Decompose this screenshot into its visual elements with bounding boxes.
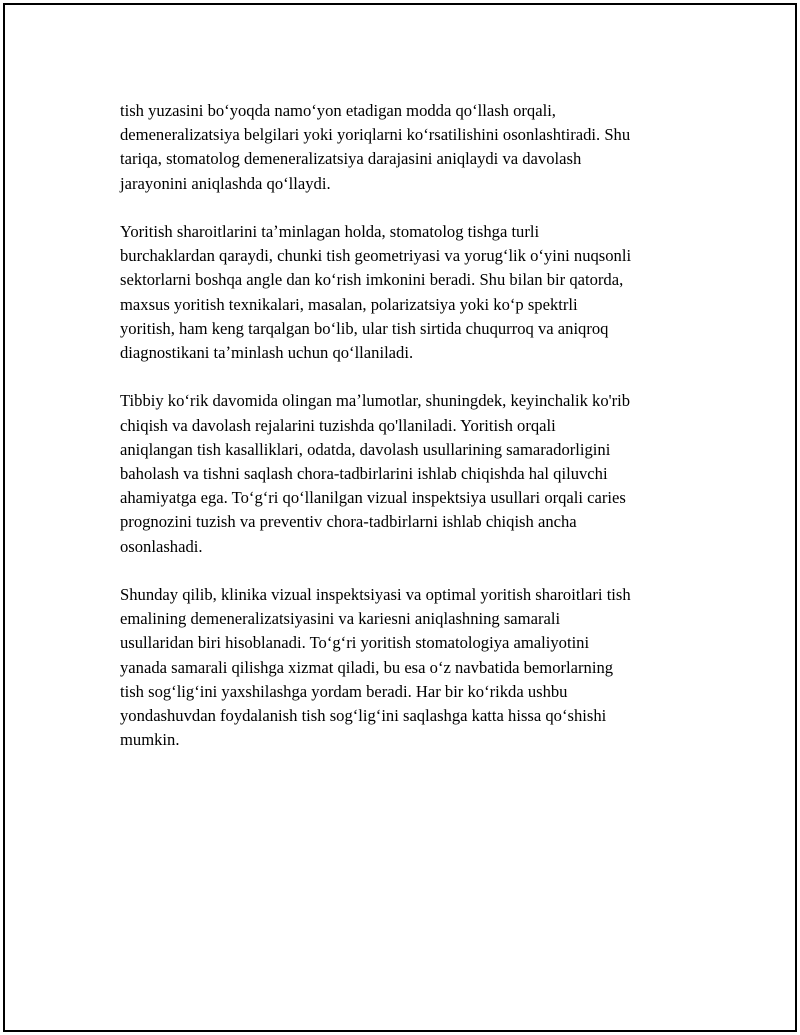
- text-line: prognozini tuzish va preventiv chora-tadbirlarni ishlab chiqish ancha: [120, 512, 577, 532]
- paragraph-1: [120, 99, 705, 196]
- text-line: burchaklardan qaraydi, chunki tish geometriyasi va yorugʻlik oʻyini nuqsonli: [120, 246, 632, 266]
- text-line: diagnostikani taʼminlash uchun qoʻllaniladi.: [120, 343, 414, 363]
- paragraph-2: [120, 220, 705, 365]
- text-line: emalining demeneralizatsiyasini va kariesni aniqlashning samarali: [120, 609, 561, 629]
- paragraph-3: [120, 389, 705, 558]
- paragraph-4: [120, 583, 705, 752]
- text-line: baholash va tishni saqlash chora-tadbirlarini ishlab chiqishda hal qiluvchi: [120, 464, 608, 484]
- text-line: ahamiyatga ega. Toʻgʻri qoʻllanilgan vizual inspektsiya usullari orqali caries: [120, 488, 626, 508]
- text-line: osonlashadi.: [120, 536, 203, 556]
- text-line: yoritish, ham keng tarqalgan boʻlib, ular tish sirtida chuqurroq va aniqroq: [120, 318, 609, 338]
- page-body: [120, 99, 705, 777]
- text-line: yondashuvdan foydalanish tish sogʻligʻini saqlashga katta hissa qoʻshishi: [120, 706, 607, 726]
- text-line: Tibbiy koʻrik davomida olingan maʼlumotlar, shuningdek, keyinchalik ko'rib: [120, 391, 631, 411]
- text-line: chiqish va davolash rejalarini tuzishda qo'llaniladi. Yoritish orqali: [120, 415, 556, 435]
- text-line: Shunday qilib, klinika vizual inspektsiyasi va optimal yoritish sharoitlari tish: [120, 585, 631, 605]
- text-line: jarayonini aniqlashda qoʻllaydi.: [120, 173, 331, 193]
- text-line: maxsus yoritish texnikalari, masalan, polarizatsiya yoki koʻp spektrli: [120, 294, 578, 314]
- text-line: aniqlangan tish kasalliklari, odatda, davolash usullarining samaradorligini: [120, 439, 611, 459]
- text-line: demeneralizatsiya belgilari yoki yoriqlarni koʻrsatilishini osonlashtiradi. Shu: [120, 125, 631, 145]
- text-line: tariqa, stomatolog demeneralizatsiya darajasini aniqlaydi va davolash: [120, 149, 582, 169]
- text-line: yanada samarali qilishga xizmat qiladi, bu esa oʻz navbatida bemorlarning: [120, 657, 614, 677]
- page-frame: [3, 3, 797, 1032]
- text-line: mumkin.: [120, 730, 180, 750]
- text-line: Yoritish sharoitlarini taʼminlagan holda, stomatolog tishga turli: [120, 222, 540, 241]
- text-line: sektorlarni boshqa angle dan koʻrish imkonini beradi. Shu bilan bir qatorda,: [120, 270, 624, 290]
- text-line: tish yuzasini boʻyoqda namoʻyon etadigan modda qoʻllash orqali,: [120, 101, 556, 120]
- text-line: usullaridan biri hisoblanadi. Toʻgʻri yoritish stomatologiya amaliyotini: [120, 633, 590, 653]
- text-line: tish sogʻligʻini yaxshilashga yordam beradi. Har bir koʻrikda ushbu: [120, 681, 568, 701]
